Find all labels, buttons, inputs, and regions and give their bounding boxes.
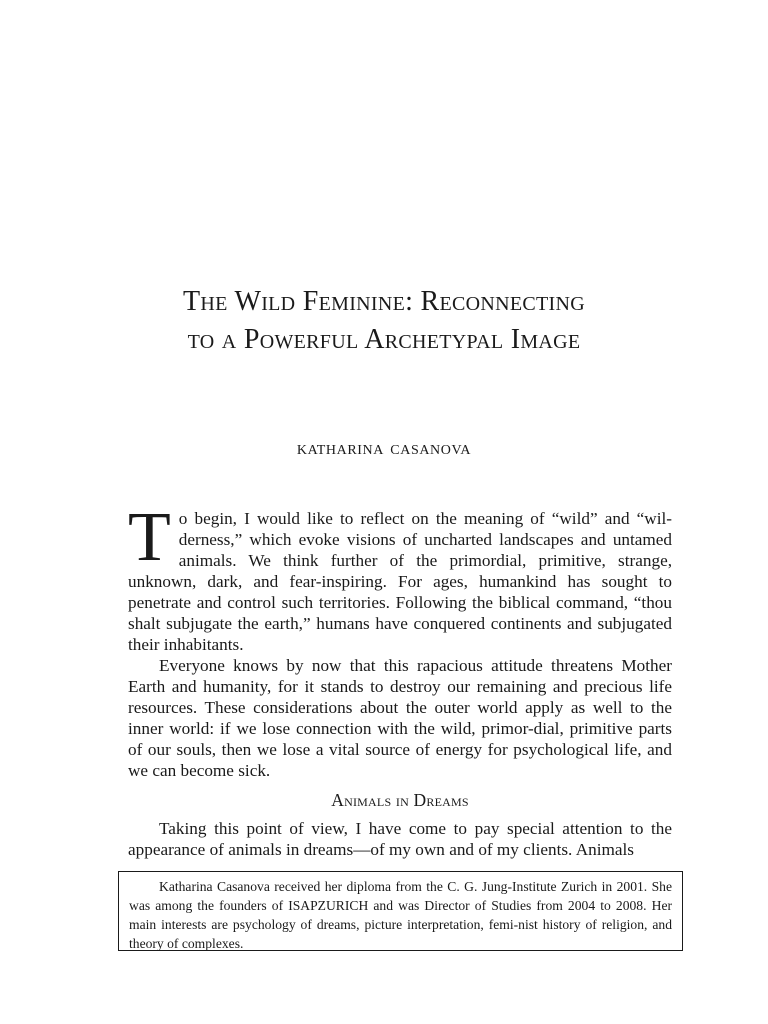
section-heading: Animals in Dreams bbox=[331, 790, 469, 810]
footnote-text: Katharina Casanova received her diploma from the C. G. Jung-Institute Zurich in 2001. She was among the founders of ISAPZURICH and was Director of Studies from 2004 to 2008. Her main interests are psychology of dreams, picture interpretation, femi-nist history of religion, and theory of complexes. bbox=[129, 879, 672, 951]
article-body bbox=[128, 499, 672, 860]
article-title-line-2: to a Powerful Archetypal Image bbox=[187, 324, 581, 355]
author-name: KATHARINA CASANOVA bbox=[296, 443, 472, 458]
article-title bbox=[100, 283, 668, 359]
paragraph-1-text: o begin, I would like to reflect on the meaning of “wild” and “wil-derness,” which evoke visions of uncharted landscapes and untamed animals. We think further of the primordial, primitive, strange, unknown, dark, and fear-inspiring. For ages, humankind has sought to penetrate and control such territories. Following the biblical command, “thou shalt subjugate the earth,” humans have conquered continents and subjugated their inhabitants. bbox=[128, 509, 672, 654]
paragraph-2: Everyone knows by now that this rapacious attitude threatens Mother Earth and humanity, for it stands to destroy our remaining and precious life resources. These considerations about the outer world apply as well to the inner world: if we lose connection with the wild, primor-dial, primitive parts of our souls, then we lose a vital source of energy for psychological life, and we can become sick. bbox=[128, 656, 672, 780]
article-title-line-1: The Wild Feminine: Reconnecting bbox=[183, 286, 585, 317]
author-bio-footnote bbox=[118, 871, 683, 951]
paragraph-3: Taking this point of view, I have come to pay special attention to the appearance of animals in dreams—of my own and of my clients. Animals bbox=[128, 819, 672, 859]
drop-cap: T bbox=[128, 499, 171, 576]
paragraph-1 bbox=[128, 499, 672, 655]
